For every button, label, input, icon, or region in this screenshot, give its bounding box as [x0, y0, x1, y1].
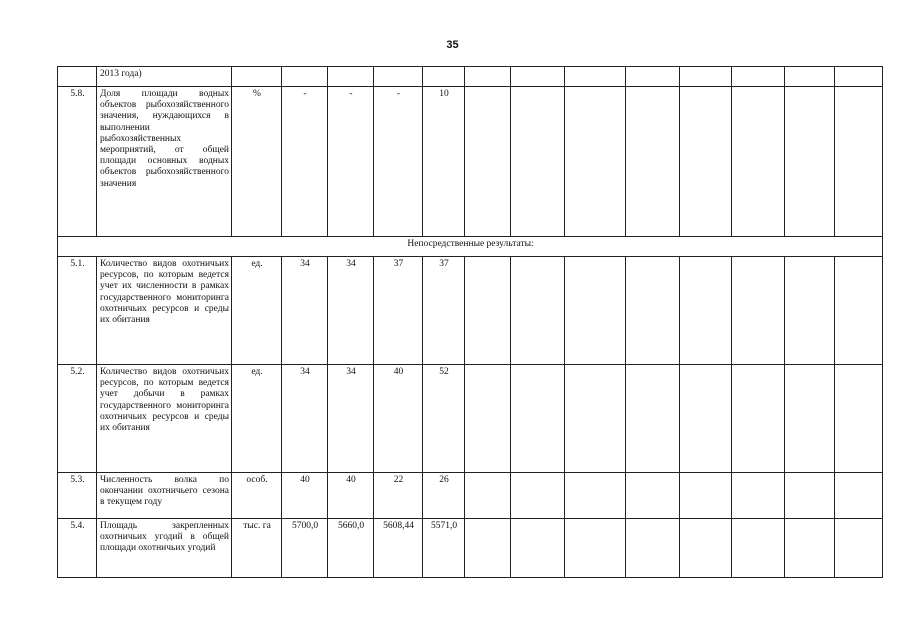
empty-cell [835, 87, 883, 237]
section-title: Непосредственные результаты: [58, 237, 883, 257]
empty-cell [680, 365, 732, 473]
empty-cell [626, 473, 680, 519]
value-cell: 5700,0 [282, 519, 328, 578]
row-number [58, 67, 97, 87]
empty-cell [835, 473, 883, 519]
empty-cell [626, 365, 680, 473]
empty-cell [465, 257, 511, 365]
empty-cell [835, 257, 883, 365]
table-row [58, 365, 883, 473]
table-row [58, 67, 883, 87]
empty-cell [732, 365, 785, 473]
empty-cell [511, 365, 565, 473]
empty-cell [785, 473, 835, 519]
value-cell: - [282, 87, 328, 237]
unit-cell: тыс. га [232, 519, 282, 578]
empty-cell [626, 67, 680, 87]
value-cell [423, 67, 465, 87]
empty-cell [680, 87, 732, 237]
row-number: 5.4. [58, 519, 97, 578]
empty-cell [732, 473, 785, 519]
empty-cell [785, 257, 835, 365]
table-row [58, 519, 883, 578]
value-cell: 26 [423, 473, 465, 519]
value-cell: 22 [374, 473, 423, 519]
empty-cell [785, 87, 835, 237]
empty-cell [680, 257, 732, 365]
empty-cell [626, 257, 680, 365]
empty-cell [680, 473, 732, 519]
value-cell [374, 67, 423, 87]
empty-cell [565, 473, 626, 519]
empty-cell [680, 519, 732, 578]
empty-cell [565, 365, 626, 473]
value-cell: - [328, 87, 374, 237]
empty-cell [732, 257, 785, 365]
value-cell: 37 [423, 257, 465, 365]
table-row [58, 87, 883, 237]
value-cell: 40 [328, 473, 374, 519]
table-row [58, 257, 883, 365]
indicator-name: Площадь закрепленных охотничьих угодий в общей площади охотничьих угодий [97, 519, 232, 578]
unit-cell [232, 67, 282, 87]
empty-cell [732, 519, 785, 578]
value-cell [328, 67, 374, 87]
value-cell: 34 [282, 365, 328, 473]
page-number: 35 [446, 39, 459, 51]
row-number: 5.2. [58, 365, 97, 473]
table-row [58, 473, 883, 519]
unit-cell: % [232, 87, 282, 237]
value-cell: 37 [374, 257, 423, 365]
indicator-name: Количество видов охотничьих ресурсов, по которым ведется учет их численности в рамках государственного мониторинга охотничьих ресурсов и среды их обитания [97, 257, 232, 365]
unit-cell: особ. [232, 473, 282, 519]
empty-cell [511, 257, 565, 365]
empty-cell [785, 67, 835, 87]
empty-cell [465, 519, 511, 578]
empty-cell [511, 473, 565, 519]
empty-cell [680, 67, 732, 87]
empty-cell [626, 87, 680, 237]
indicator-name: Численность волка по окончании охотничьего сезона в текущем году [97, 473, 232, 519]
row-number: 5.3. [58, 473, 97, 519]
section-row [58, 237, 883, 257]
empty-cell [565, 257, 626, 365]
value-cell: 34 [328, 257, 374, 365]
unit-cell: ед. [232, 257, 282, 365]
empty-cell [465, 87, 511, 237]
empty-cell [565, 87, 626, 237]
indicator-name: Доля площади водных объектов рыбохозяйственного значения, нуждающихся в выполнении рыбохозяйственных мероприятий, от общей площади основных водных объектов рыбохозяйственного значения [97, 87, 232, 237]
empty-cell [626, 519, 680, 578]
empty-cell [732, 87, 785, 237]
value-cell: 40 [282, 473, 328, 519]
value-cell: 52 [423, 365, 465, 473]
indicators-table [57, 66, 883, 578]
value-cell: 5660,0 [328, 519, 374, 578]
value-cell: 10 [423, 87, 465, 237]
value-cell: 5571,0 [423, 519, 465, 578]
row-number: 5.8. [58, 87, 97, 237]
empty-cell [511, 87, 565, 237]
empty-cell [835, 519, 883, 578]
empty-cell [785, 519, 835, 578]
empty-cell [511, 519, 565, 578]
indicator-name: 2013 года) [97, 67, 232, 87]
value-cell: 34 [328, 365, 374, 473]
unit-cell: ед. [232, 365, 282, 473]
empty-cell [835, 67, 883, 87]
empty-cell [465, 473, 511, 519]
empty-cell [835, 365, 883, 473]
empty-cell [511, 67, 565, 87]
indicator-name: Количество видов охотничьих ресурсов, по которым ведется учет добычи в рамках государственного мониторинга охотничьих ресурсов и среды их обитания [97, 365, 232, 473]
empty-cell [785, 365, 835, 473]
value-cell: 40 [374, 365, 423, 473]
empty-cell [732, 67, 785, 87]
value-cell: 34 [282, 257, 328, 365]
empty-cell [465, 365, 511, 473]
value-cell: 5608,44 [374, 519, 423, 578]
row-number: 5.1. [58, 257, 97, 365]
empty-cell [565, 67, 626, 87]
value-cell: - [374, 87, 423, 237]
empty-cell [565, 519, 626, 578]
value-cell [282, 67, 328, 87]
empty-cell [465, 67, 511, 87]
